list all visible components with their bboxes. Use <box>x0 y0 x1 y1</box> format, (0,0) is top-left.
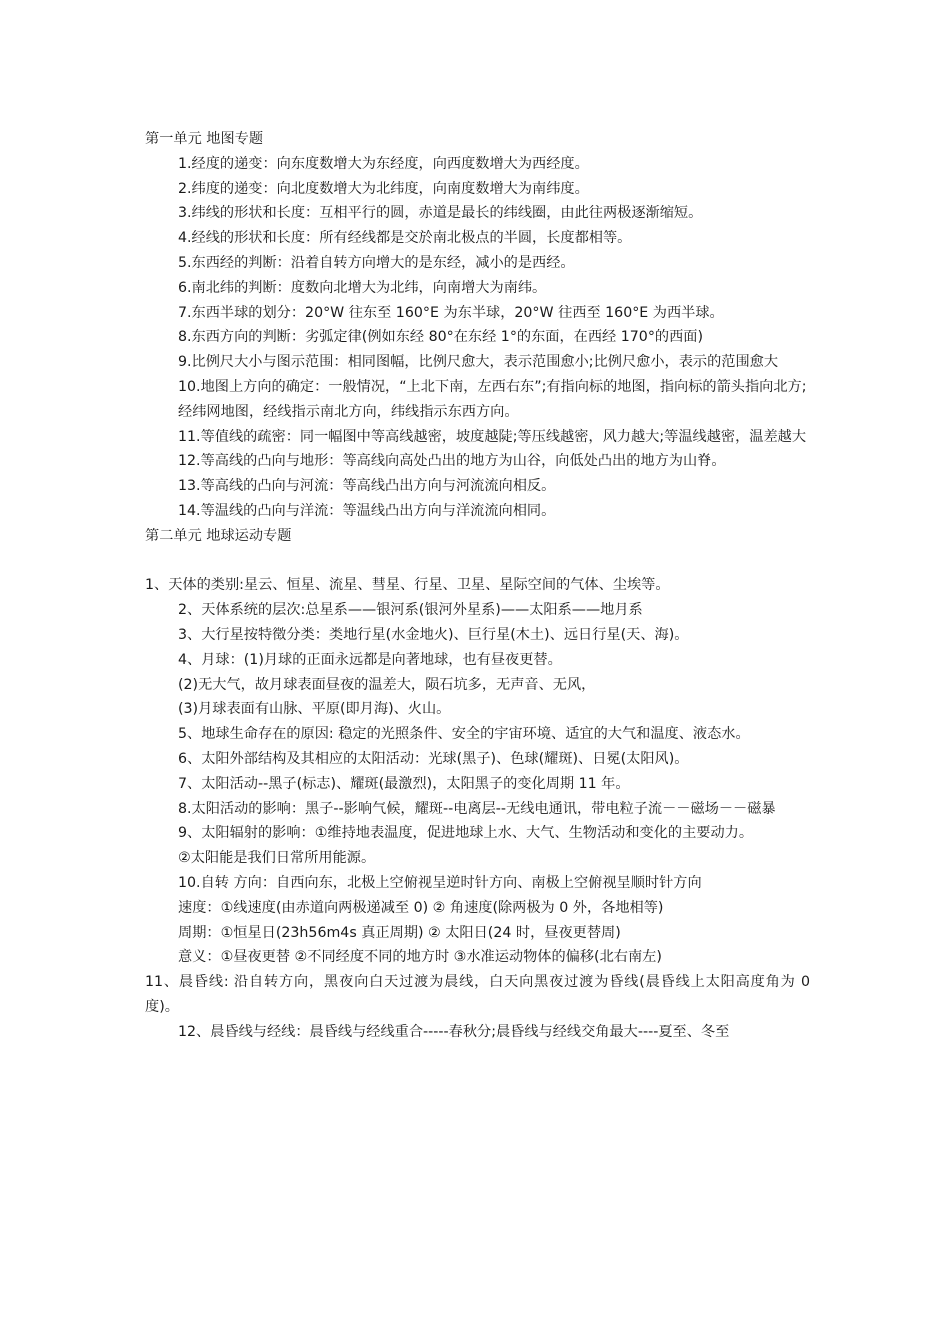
unit2-item-2: 2、天体系统的层次:总星系——银河系(银河外星系)——太阳系——地月系 <box>178 602 643 619</box>
unit2-item-3: 3、大行星按特徵分类：类地行星(水金地火)、巨行星(木土)、远日行星(天、海)。 <box>178 626 689 643</box>
unit2-item-5: 5、地球生命存在的原因: 稳定的光照条件、安全的宇宙环境、适宜的大气和温度、液态水。 <box>178 726 750 743</box>
unit2-item-10-meaning: 意义：①昼夜更替 ②不同经度不同的地方时 ③水准运动物体的偏移(北右南左) <box>178 949 662 966</box>
unit2-item-7: 7、太阳活动--黑子(标志)、耀斑(最激烈)，太阳黑子的变化周期 11 年。 <box>178 775 630 792</box>
unit2-item-12: 12、晨昏线与经线：晨昏线与经线重合-----春秋分;晨昏线与经线交角最大----夏至、冬至 <box>178 1023 730 1040</box>
unit1-item-10: 10.地图上方向的确定：一般情况，“上北下南，左西右东”;有指向标的地图，指向标的箭头指向北方; <box>178 378 807 395</box>
unit2-item-10-period: 周期：①恒星日(23h56m4s 真正周期) ② 太阳日(24 时，昼夜更替周) <box>178 924 621 941</box>
unit1-item-7: 7.东西半球的划分：20°W 往东至 160°E 为东半球，20°W 往西至 160°E 为西半球。 <box>178 304 724 321</box>
unit1-title: 第一单元 地图专题 <box>145 131 264 147</box>
unit1-item-4: 4.经线的形状和长度：所有经线都是交於南北极点的半圆，长度都相等。 <box>178 230 632 247</box>
unit1-item-9: 9.比例尺大小与图示范围：相同图幅，比例尺愈大，表示范围愈小;比例尺愈小，表示的范围愈大 <box>178 354 779 371</box>
unit1-item-8: 8.东西方向的判断：劣弧定律(例如东经 80°在东经 1°的东面，在西经 170°的西面) <box>178 329 704 346</box>
unit1-item-14: 14.等温线的凸向与洋流：等温线凸出方向与洋流流向相同。 <box>178 502 556 519</box>
unit1-item-12: 12.等高线的凸向与地形：等高线向高处凸出的地方为山谷，向低处凸出的地方为山脊。 <box>178 453 726 470</box>
unit2-item-10-speed: 速度：①线速度(由赤道向两极递减至 0) ② 角速度(除两极为 0 外，各地相等) <box>178 899 664 916</box>
blank-line <box>145 549 810 574</box>
unit2-title: 第二单元 地球运动专题 <box>145 527 292 544</box>
unit1-item-6: 6.南北纬的判断：度数向北增大为北纬，向南增大为南纬。 <box>178 279 547 296</box>
unit2-item-1: 1、天体的类别:星云、恒星、流星、彗星、行星、卫星、星际空间的气体、尘埃等。 <box>145 577 670 594</box>
unit2-item-11: 11、晨昏线: 沿自转方向，黑夜向白天过渡为晨线，白天向黑夜过渡为昏线(晨昏线上太阳高度角为 0 度)。 <box>145 974 810 1015</box>
unit1-item-10-cont: 经纬网地图，经线指示南北方向，纬线指示东西方向。 <box>178 403 519 420</box>
unit1-item-11: 11.等值线的疏密：同一幅图中等高线越密，坡度越陡;等压线越密，风力越大;等温线越密，温差越大 <box>178 428 807 445</box>
unit1-item-13: 13.等高线的凸向与河流：等高线凸出方向与河流流向相反。 <box>178 478 556 495</box>
unit2-item-4-sub3: (3)月球表面有山脉、平原(即月海)、火山。 <box>178 701 451 718</box>
document-body <box>145 127 810 1044</box>
unit2-item-9-sub: ②太阳能是我们日常所用能源。 <box>178 850 376 867</box>
unit1-item-1: 1.经度的递变：向东度数增大为东经度，向西度数增大为西经度。 <box>178 155 589 172</box>
unit2-item-10: 10.自转 方向：自西向东，北极上空俯视呈逆时针方向、南极上空俯视呈顺时针方向 <box>178 874 702 891</box>
unit1-item-3: 3.纬线的形状和长度：互相平行的圆，赤道是最长的纬线圈，由此往两极逐渐缩短。 <box>178 205 703 222</box>
unit1-item-2: 2.纬度的递变：向北度数增大为北纬度，向南度数增大为南纬度。 <box>178 180 589 197</box>
unit1-item-5: 5.东西经的判断：沿着自转方向增大的是东经，减小的是西经。 <box>178 254 575 271</box>
unit2-item-4-sub2: (2)无大气，故月球表面昼夜的温差大，陨石坑多，无声音、无风， <box>178 676 596 693</box>
unit2-item-6: 6、太阳外部结构及其相应的太阳活动：光球(黑子)、色球(耀斑)、日冕(太阳风)。 <box>178 750 689 767</box>
unit2-item-4: 4、月球：(1)月球的正面永远都是向著地球，也有昼夜更替。 <box>178 651 562 668</box>
unit2-item-9: 9、太阳辐射的影响：①维持地表温度，促进地球上水、大气、生物活动和变化的主要动力。 <box>178 825 754 842</box>
unit2-item-8: 8.太阳活动的影响：黑子--影响气候，耀斑--电离层--无线电通讯，带电粒子流－－磁场－－磁暴 <box>178 800 776 817</box>
